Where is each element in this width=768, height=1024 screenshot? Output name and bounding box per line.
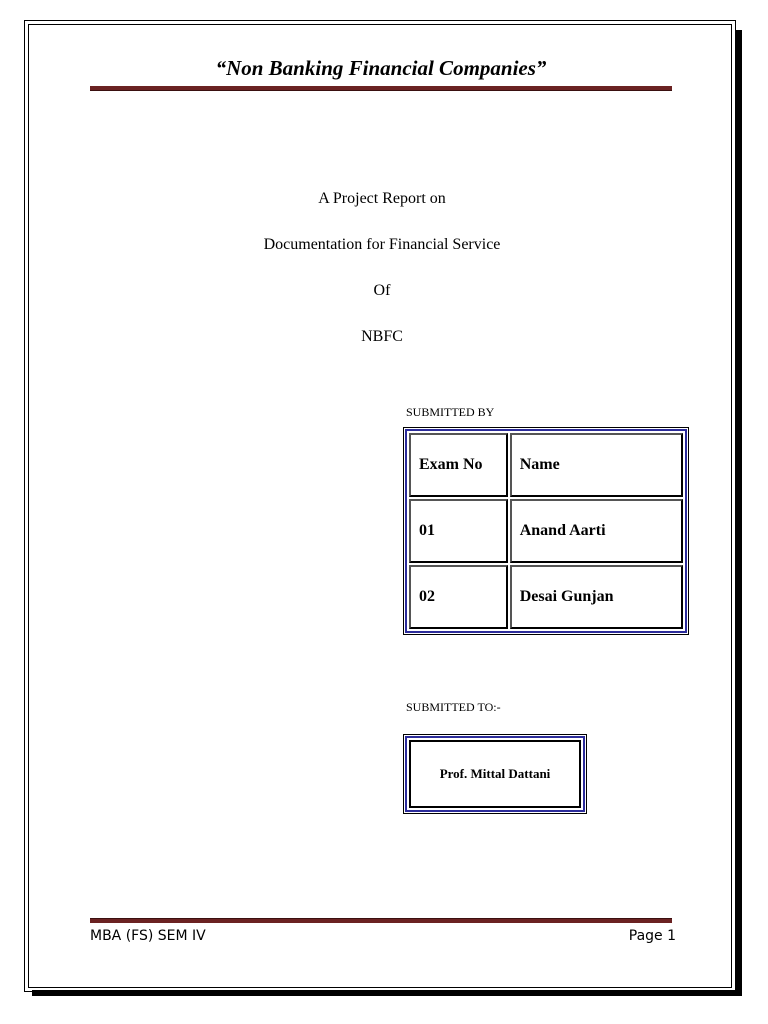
header-exam-no: Exam No bbox=[409, 433, 508, 497]
header-name: Name bbox=[510, 433, 683, 497]
cover-line-nbfc: NBFC bbox=[361, 328, 403, 345]
page-border-shadow-bottom bbox=[32, 990, 742, 996]
table-row bbox=[409, 499, 683, 563]
cover-line-report: A Project Report on bbox=[318, 190, 446, 207]
submitted-to-label: SUBMITTED TO:- bbox=[406, 700, 501, 714]
submitted-to-box bbox=[405, 736, 585, 812]
table-header-row bbox=[409, 433, 683, 497]
footer-course: MBA (FS) SEM IV bbox=[90, 928, 206, 944]
name-cell: Anand Aarti bbox=[510, 499, 683, 563]
page-border-shadow-right bbox=[736, 30, 742, 996]
cover-line-topic: Documentation for Financial Service bbox=[263, 236, 501, 253]
exam-no-cell: 01 bbox=[409, 499, 508, 563]
submitted-to-name: Prof. Mittal Dattani bbox=[409, 740, 581, 808]
exam-no-cell: 02 bbox=[409, 565, 508, 629]
submitted-by-table bbox=[405, 429, 687, 633]
name-cell: Desai Gunjan bbox=[510, 565, 683, 629]
submitted-by-label: SUBMITTED BY bbox=[406, 405, 495, 419]
footer-rule bbox=[90, 918, 672, 923]
footer-page-number: Page 1 bbox=[628, 928, 676, 944]
table-row bbox=[409, 565, 683, 629]
header-rule bbox=[90, 86, 672, 91]
cover-line-of: Of bbox=[373, 282, 391, 299]
header-title: “Non Banking Financial Companies” bbox=[215, 56, 547, 80]
